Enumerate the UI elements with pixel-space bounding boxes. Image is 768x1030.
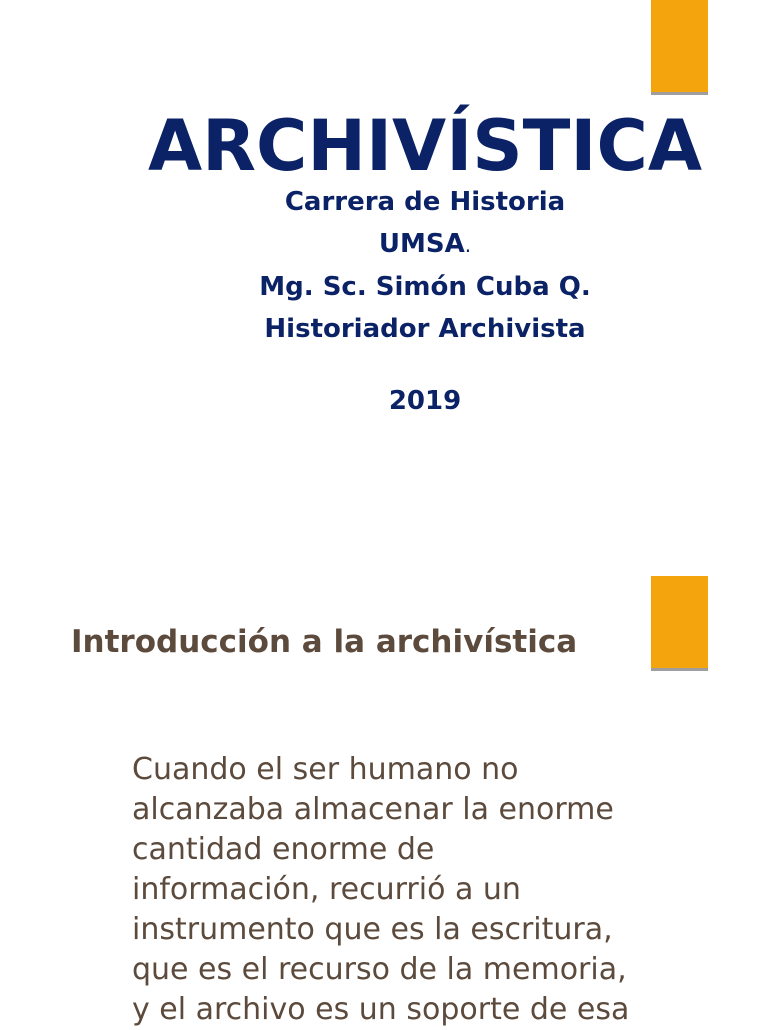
subtitle-spacer xyxy=(140,350,710,380)
section-heading: Introducción a la archivística xyxy=(71,624,578,660)
university-name: UMSA xyxy=(378,229,465,259)
year-line: 2019 xyxy=(388,386,462,416)
orange-accent-bar xyxy=(651,0,708,95)
author-line: Mg. Sc. Simón Cuba Q. xyxy=(259,272,591,302)
orange-accent-bar xyxy=(651,576,708,671)
university-dot: . xyxy=(464,233,472,257)
role-line: Historiador Archivista xyxy=(264,314,586,344)
slide-title: ARCHIVÍSTICA xyxy=(147,105,703,187)
career-line: Carrera de Historia xyxy=(284,187,566,217)
body-paragraph: Cuando el ser humano no alcanzaba almacenar la enorme cantidad enorme de información, recurrió a un instrumento que es la escritura, que es el recurso de la memoria, y el archivo es un soporte de esa xyxy=(132,752,630,1027)
university-line xyxy=(140,223,710,266)
slide-subtitle xyxy=(140,181,710,422)
